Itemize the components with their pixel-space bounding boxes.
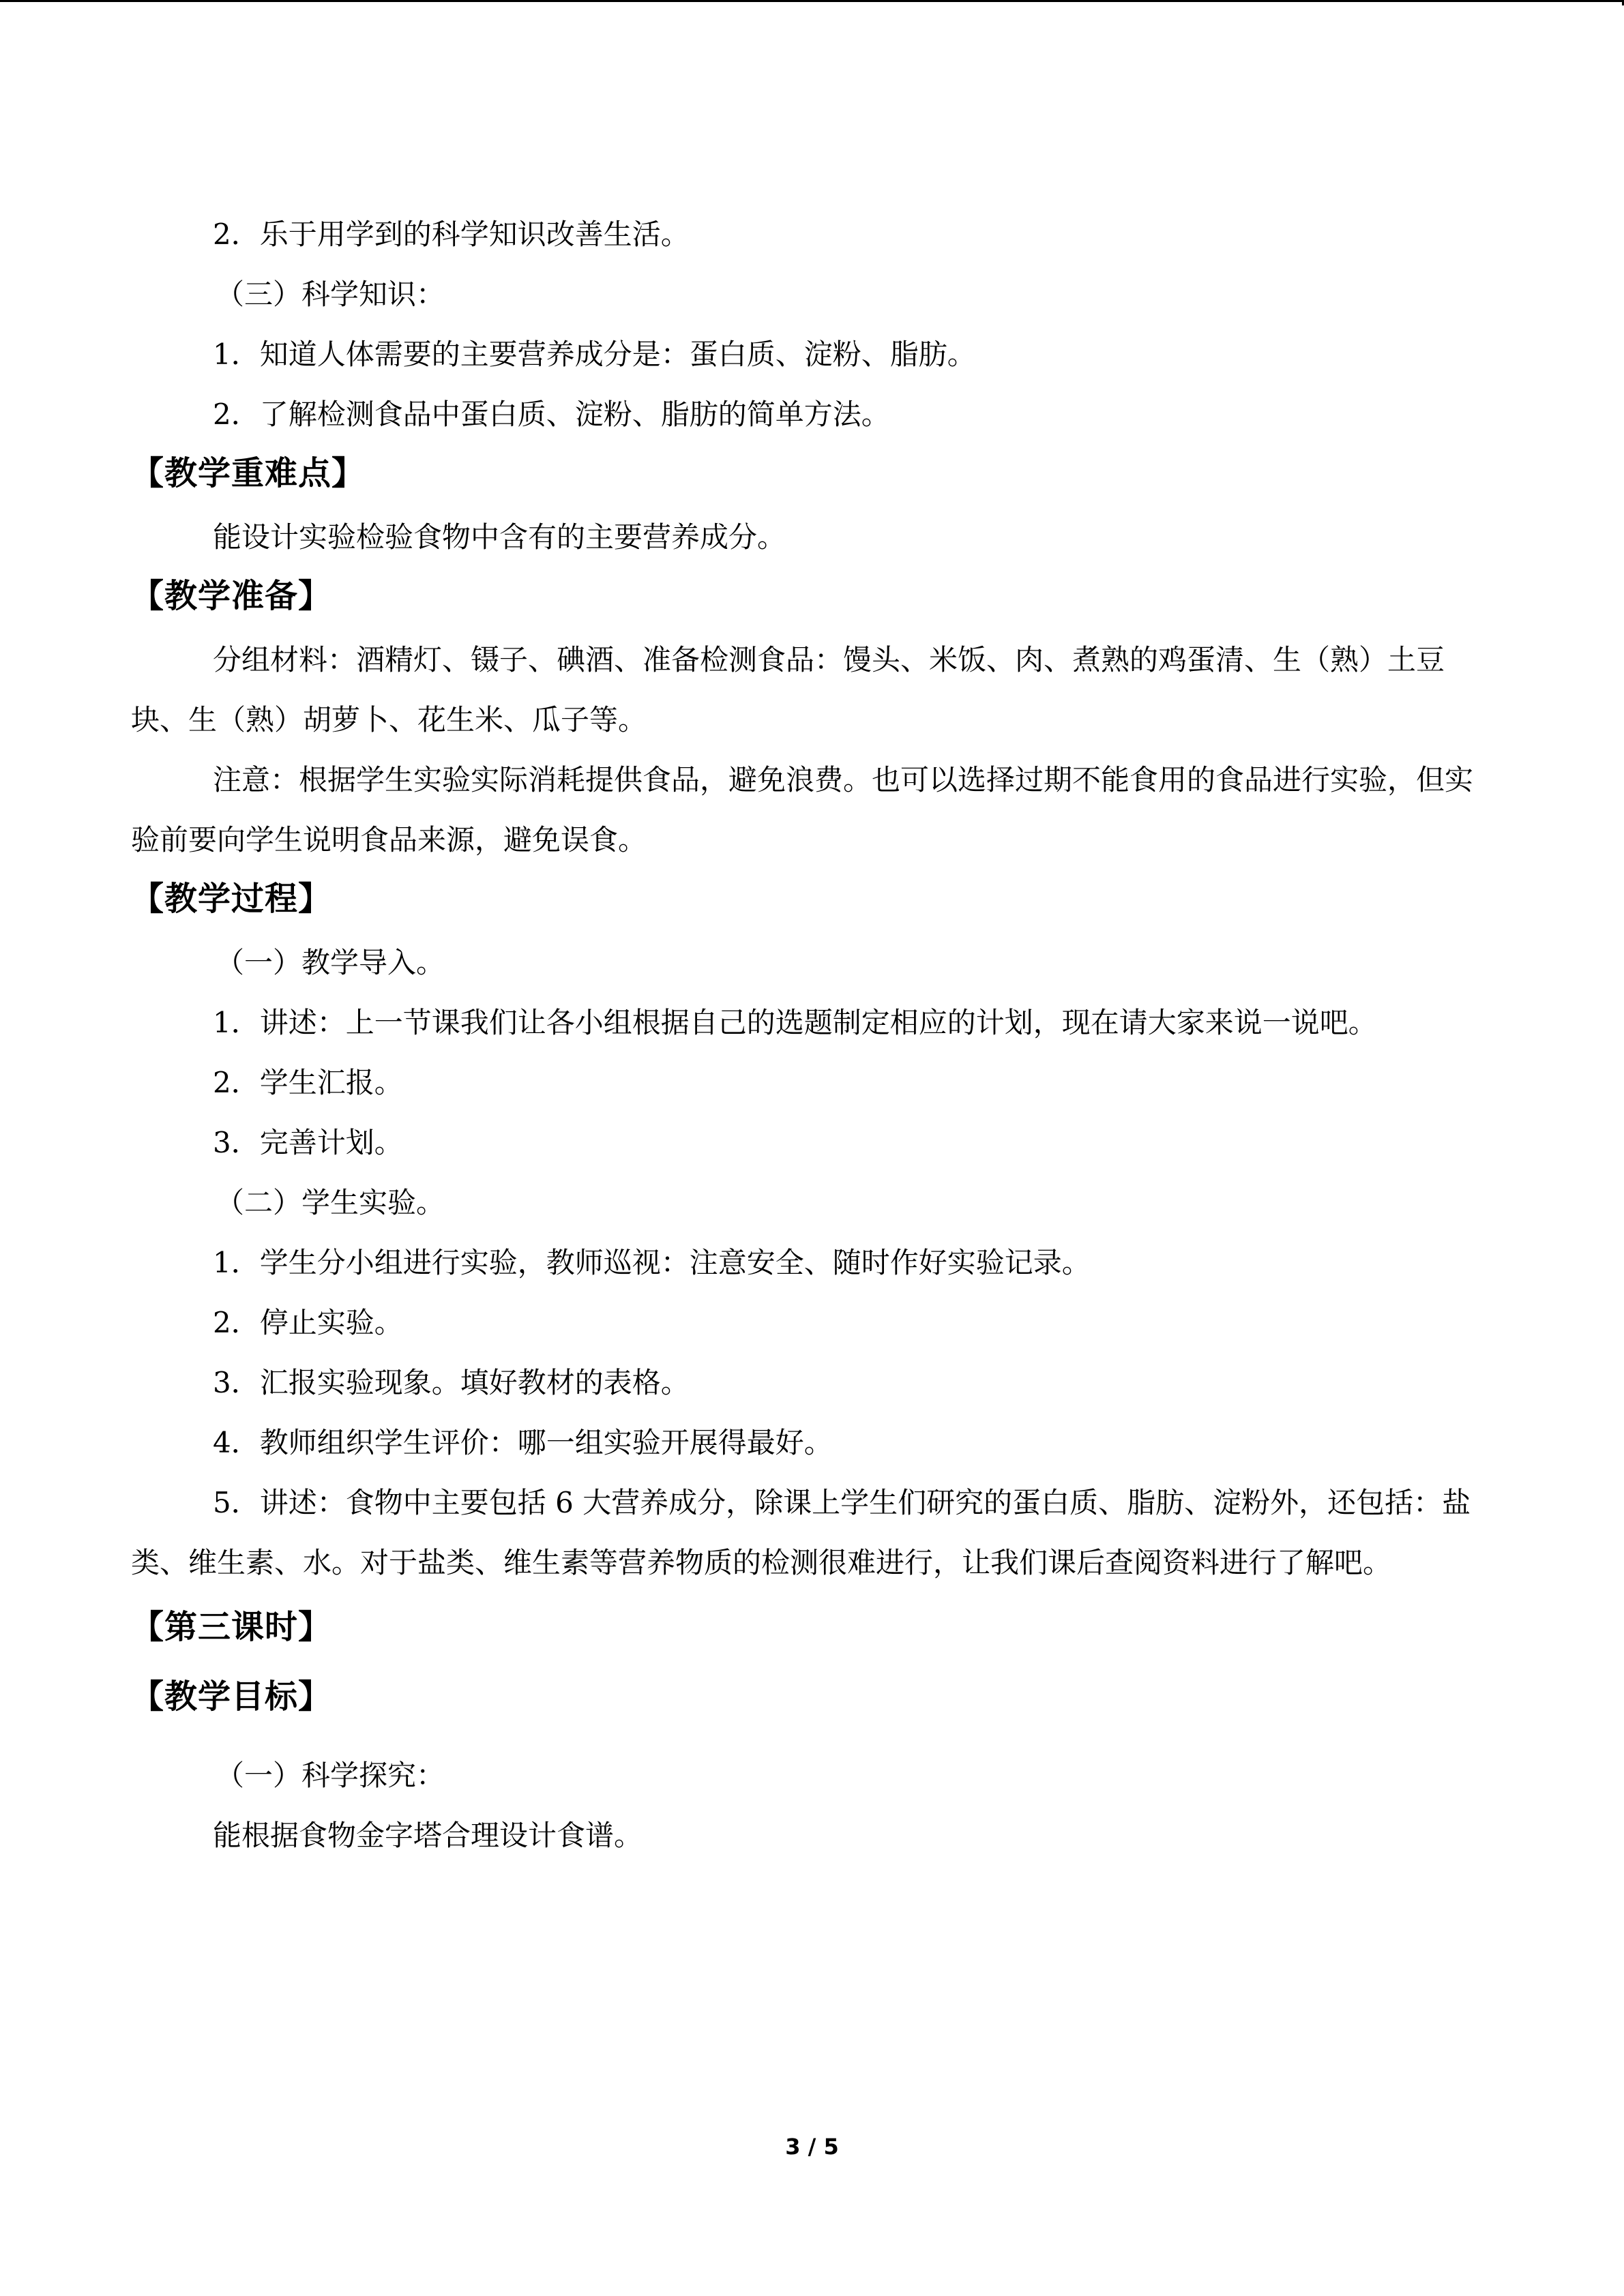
paragraph: 4．教师组织学生评价：哪一组实验开展得最好。 — [213, 1426, 833, 1459]
paragraph: （二）学生实验。 — [216, 1186, 445, 1219]
section-heading: 【教学目标】 — [131, 1678, 332, 1716]
paragraph: 1．学生分小组进行实验，教师巡视：注意安全、随时作好实验记录。 — [213, 1246, 1091, 1279]
paragraph: 能设计实验检验食物中含有的主要营养成分。 — [213, 520, 786, 554]
section-heading: 【第三课时】 — [131, 1608, 332, 1646]
paragraph: 1．知道人体需要的主要营养成分是：蛋白质、淀粉、脂肪。 — [213, 338, 976, 371]
top-border — [0, 0, 1624, 2]
paragraph: 能根据食物金字塔合理设计食谱。 — [213, 1819, 643, 1852]
paragraph: 5．讲述：食物中主要包括 6 大营养成分，除课上学生们研究的蛋白质、脂肪、淀粉外，还包括：盐类、维生素、水。对于盐类、维生素等营养物质的检测很难进行，让我们课后查阅资料进行了解吧。 — [131, 1486, 1471, 1579]
section-heading: 【教学重难点】 — [131, 454, 366, 492]
paragraph: 1．讲述：上一节课我们让各小组根据自己的选题制定相应的计划，现在请大家来说一说吧。 — [213, 1006, 1377, 1039]
section-heading: 【教学准备】 — [131, 577, 332, 615]
paragraph: （一）科学探究： — [216, 1759, 445, 1792]
page-number: 3 / 5 — [785, 2134, 839, 2160]
paragraph: 分组材料：酒精灯、镊子、碘酒、准备检测食品：馒头、米饭、肉、煮熟的鸡蛋清、生（熟）土豆块、生（熟）胡萝卜、花生米、瓜子等。 — [131, 643, 1445, 736]
paragraph: 2．停止实验。 — [213, 1306, 403, 1339]
paragraph: 2．学生汇报。 — [213, 1066, 403, 1099]
paragraph: 2．了解检测食品中蛋白质、淀粉、脂肪的简单方法。 — [213, 398, 890, 431]
paragraph: （三）科学知识： — [216, 278, 445, 311]
paragraph: 3．完善计划。 — [213, 1126, 403, 1159]
paragraph: 注意：根据学生实验实际消耗提供食品，避免浪费。也可以选择过期不能食用的食品进行实验，但实验前要向学生说明食品来源，避免误食。 — [131, 763, 1474, 856]
paragraph: 3．汇报实验现象。填好教材的表格。 — [213, 1366, 690, 1399]
paragraph: 2．乐于用学到的科学知识改善生活。 — [213, 218, 690, 251]
section-heading: 【教学过程】 — [131, 880, 332, 918]
document-body — [131, 205, 1492, 1866]
paragraph: （一）教学导入。 — [216, 946, 445, 979]
